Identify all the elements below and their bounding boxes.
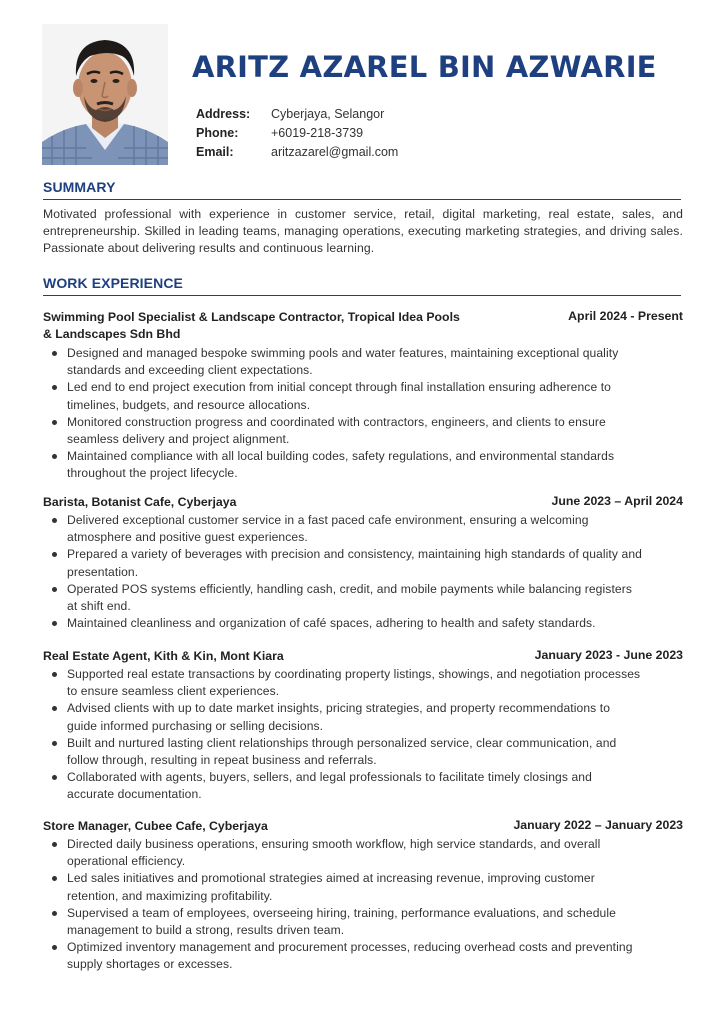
bullet-text: Maintained cleanliness and organization of café spaces, adhering to health and safety standards. — [67, 616, 596, 631]
bullet-item — [43, 870, 642, 904]
job-bullets — [43, 666, 683, 804]
bullet-text: Operated POS systems efficiently, handling cash, credit, and mobile payments while balancing registers at shift end. — [67, 581, 632, 614]
bullet-dot-icon — [52, 552, 57, 557]
section-divider — [43, 295, 681, 296]
bullet-item — [43, 448, 642, 482]
summary-heading: SUMMARY — [43, 179, 116, 195]
job-dates: January 2023 - June 2023 — [534, 648, 683, 662]
bullet-text: Collaborated with agents, buyers, sellers, and legal professionals to facilitate timely closings and accurate documentation. — [67, 770, 592, 802]
profile-photo — [42, 24, 168, 165]
bullet-text: Monitored construction progress and coordinated with contractors, engineers, and clients to ensure seamless delivery and project alignment. — [67, 414, 606, 447]
bullet-dot-icon — [52, 385, 57, 390]
experience-heading: WORK EXPERIENCE — [43, 275, 183, 291]
contact-label: Address: — [196, 107, 251, 121]
contact-value: aritzazarel@gmail.com — [271, 145, 399, 159]
bullet-text: Led end to end project execution from initial concept through final installation ensuring adherence to timelines, budgets, and resource allocations. — [67, 380, 612, 412]
candidate-name: ARITZ AZAREL BIN AZWARIE — [192, 50, 657, 84]
bullet-dot-icon — [52, 911, 57, 916]
job-entry — [43, 309, 683, 483]
bullet-dot-icon — [52, 351, 57, 356]
contact-label: Email: — [196, 145, 234, 159]
bullet-text: Prepared a variety of beverages with precision and consistency, maintaining high standards of quality and presentation. — [67, 547, 642, 579]
job-title: Barista, Botanist Cafe, Cyberjaya — [43, 495, 237, 509]
bullet-text: Supported real estate transactions by coordinating property listings, showings, and negotiation processes to ensure seamless client experiences. — [67, 667, 641, 699]
bullet-dot-icon — [52, 672, 57, 677]
bullet-text: Led sales initiatives and promotional strategies aimed at increasing revenue, improving customer retention, and maximizing profitability. — [67, 871, 595, 903]
section-divider — [43, 199, 681, 200]
job-entry — [43, 648, 683, 804]
job-title: Swimming Pool Specialist & Landscape Contractor, Tropical Idea Pools & Landscapes Sdn Bhd — [43, 310, 460, 341]
bullet-item — [43, 414, 642, 448]
bullet-dot-icon — [52, 518, 57, 523]
bullet-item — [43, 546, 642, 580]
bullet-item — [43, 939, 642, 973]
job-bullets — [43, 836, 683, 974]
bullet-dot-icon — [52, 741, 57, 746]
bullet-item — [43, 581, 642, 615]
job-bullets — [43, 345, 683, 483]
bullet-dot-icon — [52, 876, 57, 881]
job-entry — [43, 818, 683, 974]
job-dates: January 2022 – January 2023 — [513, 818, 683, 832]
job-bullets — [43, 512, 683, 632]
contact-label: Phone: — [196, 126, 239, 140]
bullet-item — [43, 345, 642, 379]
bullet-dot-icon — [52, 775, 57, 780]
bullet-item — [43, 905, 642, 939]
bullet-text: Delivered exceptional customer service in a fast paced cafe environment, ensuring a welcoming atmosphere and positive guest experiences. — [67, 513, 589, 545]
bullet-item — [43, 666, 642, 700]
bullet-item — [43, 735, 642, 769]
bullet-item — [43, 700, 642, 734]
bullet-text: Designed and managed bespoke swimming pools and water features, maintaining exceptional quality standards and exceeding client expectations. — [67, 346, 619, 378]
job-title: Store Manager, Cubee Cafe, Cyberjaya — [43, 819, 268, 833]
bullet-dot-icon — [52, 454, 57, 459]
bullet-item — [43, 379, 642, 413]
bullet-item — [43, 769, 642, 803]
bullet-text: Supervised a team of employees, overseeing hiring, training, performance evaluations, and schedule management to build a strong, results driven team. — [67, 905, 616, 938]
bullet-dot-icon — [52, 621, 57, 626]
bullet-item — [43, 512, 642, 546]
contact-value: Cyberjaya, Selangor — [271, 107, 385, 121]
bullet-item — [43, 615, 642, 632]
bullet-dot-icon — [52, 420, 57, 425]
bullet-text: Maintained compliance with all local building codes, safety regulations, and environmental standards throughout the project lifecycle. — [67, 449, 615, 481]
bullet-item — [43, 836, 642, 870]
bullet-dot-icon — [52, 587, 57, 592]
bullet-text: Directed daily business operations, ensuring smooth workflow, high service standards, and overall operational efficiency. — [67, 837, 601, 869]
bullet-text: Built and nurtured lasting client relationships through personalized service, clear communication, and follow through, resulting in repeat business and referrals. — [67, 735, 617, 768]
bullet-dot-icon — [52, 706, 57, 711]
job-entry — [43, 494, 683, 632]
bullet-dot-icon — [52, 842, 57, 847]
summary-text: Motivated professional with experience in customer service, retail, digital marketing, real estate, sales, and entrepreneurship. Skilled in leading teams, managing operations, executing marketing strategies, and driving sales. Passionate about delivering results and continuous learning. — [43, 207, 683, 256]
job-dates: April 2024 - Present — [568, 309, 683, 323]
job-dates: June 2023 – April 2024 — [551, 494, 683, 508]
bullet-dot-icon — [52, 945, 57, 950]
contact-value: +6019-218-3739 — [271, 126, 364, 140]
bullet-text: Optimized inventory management and procurement processes, reducing overhead costs and preventing supply shortages or excesses. — [67, 940, 633, 972]
bullet-text: Advised clients with up to date market insights, pricing strategies, and property recommendations to guide informed purchasing or selling decisions. — [67, 701, 611, 733]
job-title: Real Estate Agent, Kith & Kin, Mont Kiara — [43, 649, 284, 663]
